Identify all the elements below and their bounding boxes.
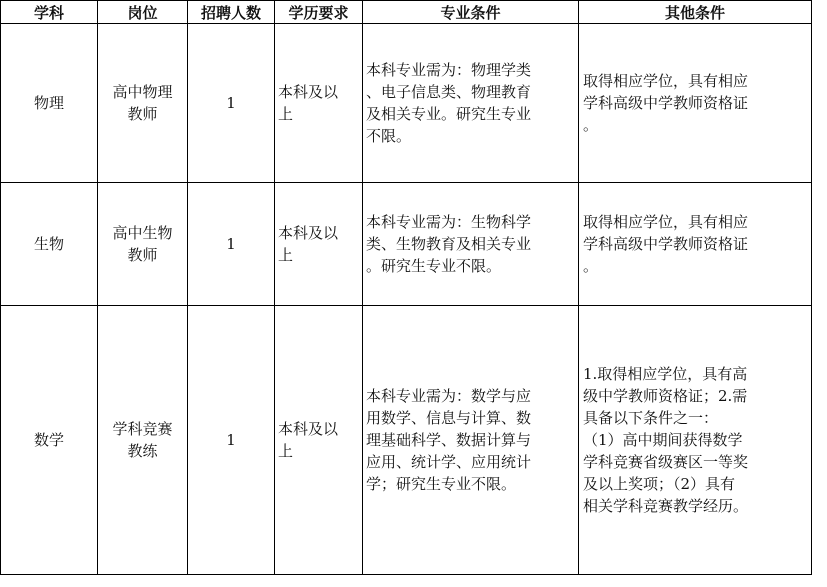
header-count: 招聘人数 <box>188 1 275 24</box>
cell-degree-line: 上 <box>278 442 294 460</box>
cell-major-line: 类、生物教育及相关专业 <box>366 235 532 253</box>
cell-post-line: 教师 <box>127 246 158 264</box>
cell-subject: 物理 <box>1 24 98 183</box>
table-row <box>1 24 812 183</box>
cell-degree-line: 上 <box>278 246 294 264</box>
cell-major-line: 本科专业需为：数学与应 <box>366 387 532 405</box>
cell-degree-line: 本科及以 <box>278 83 339 101</box>
cell-post-line: 学科竞赛 <box>112 420 173 438</box>
cell-other <box>579 24 812 183</box>
header-degree: 学历要求 <box>275 1 363 24</box>
cell-major-line: 理基础科学、数据计算与 <box>366 431 532 449</box>
cell-other-line: 具备以下条件之一： <box>583 409 719 427</box>
cell-degree-line: 本科及以 <box>278 224 339 242</box>
cell-major-line: 本科专业需为：物理学类 <box>366 61 532 79</box>
table-row <box>1 183 812 306</box>
cell-post-line: 高中生物 <box>112 224 173 242</box>
table-header-row <box>1 1 812 24</box>
cell-degree <box>275 24 363 183</box>
table-row <box>1 306 812 575</box>
cell-subject: 生物 <box>1 183 98 306</box>
cell-count: 1 <box>188 183 275 306</box>
cell-count: 1 <box>188 306 275 575</box>
cell-other-line: 级中学教师资格证；2.需 <box>583 387 748 405</box>
cell-subject: 数学 <box>1 306 98 575</box>
cell-other <box>579 183 812 306</box>
cell-other <box>579 306 812 575</box>
cell-degree <box>275 306 363 575</box>
cell-other-line: 学科高级中学教师资格证 <box>583 235 749 253</box>
cell-other-line: 取得相应学位，具有相应 <box>583 72 749 90</box>
cell-post-line: 高中物理 <box>112 83 173 101</box>
cell-post <box>98 183 188 306</box>
header-major: 专业条件 <box>363 1 579 24</box>
cell-major <box>363 24 579 183</box>
cell-other-line: 及以上奖项；（2）具有 <box>583 475 736 493</box>
cell-major-line: 用数学、信息与计算、数 <box>366 409 532 427</box>
cell-major-line: 、电子信息类、物理教育 <box>366 83 532 101</box>
cell-post <box>98 306 188 575</box>
header-post: 岗位 <box>98 1 188 24</box>
header-subject: 学科 <box>1 1 98 24</box>
header-other: 其他条件 <box>579 1 812 24</box>
cell-post-line: 教练 <box>127 442 158 460</box>
cell-degree-line: 上 <box>278 105 294 123</box>
cell-major-line: 及相关专业。研究生专业 <box>366 105 532 123</box>
cell-major-line: 学；研究生专业不限。 <box>366 475 517 493</box>
cell-major-line: 。研究生专业不限。 <box>366 257 502 275</box>
cell-other-line: 。 <box>583 116 599 134</box>
cell-post-line: 教师 <box>127 105 158 123</box>
cell-other-line: 1.取得相应学位，具有高 <box>583 365 748 383</box>
cell-other-line: 。 <box>583 257 599 275</box>
cell-other-line: 学科高级中学教师资格证 <box>583 94 749 112</box>
cell-major <box>363 183 579 306</box>
cell-count: 1 <box>188 24 275 183</box>
cell-other-line: 取得相应学位，具有相应 <box>583 213 749 231</box>
cell-major-line: 应用、统计学、应用统计 <box>366 453 532 471</box>
cell-degree-line: 本科及以 <box>278 420 339 438</box>
cell-major-line: 本科专业需为：生物科学 <box>366 213 532 231</box>
cell-other-line: 相关学科竞赛教学经历。 <box>583 497 749 515</box>
cell-other-line: （1）高中期间获得数学 <box>583 431 743 449</box>
cell-post <box>98 24 188 183</box>
cell-major <box>363 306 579 575</box>
cell-degree <box>275 183 363 306</box>
cell-other-line: 学科竞赛省级赛区一等奖 <box>583 453 749 471</box>
cell-major-line: 不限。 <box>366 127 412 145</box>
